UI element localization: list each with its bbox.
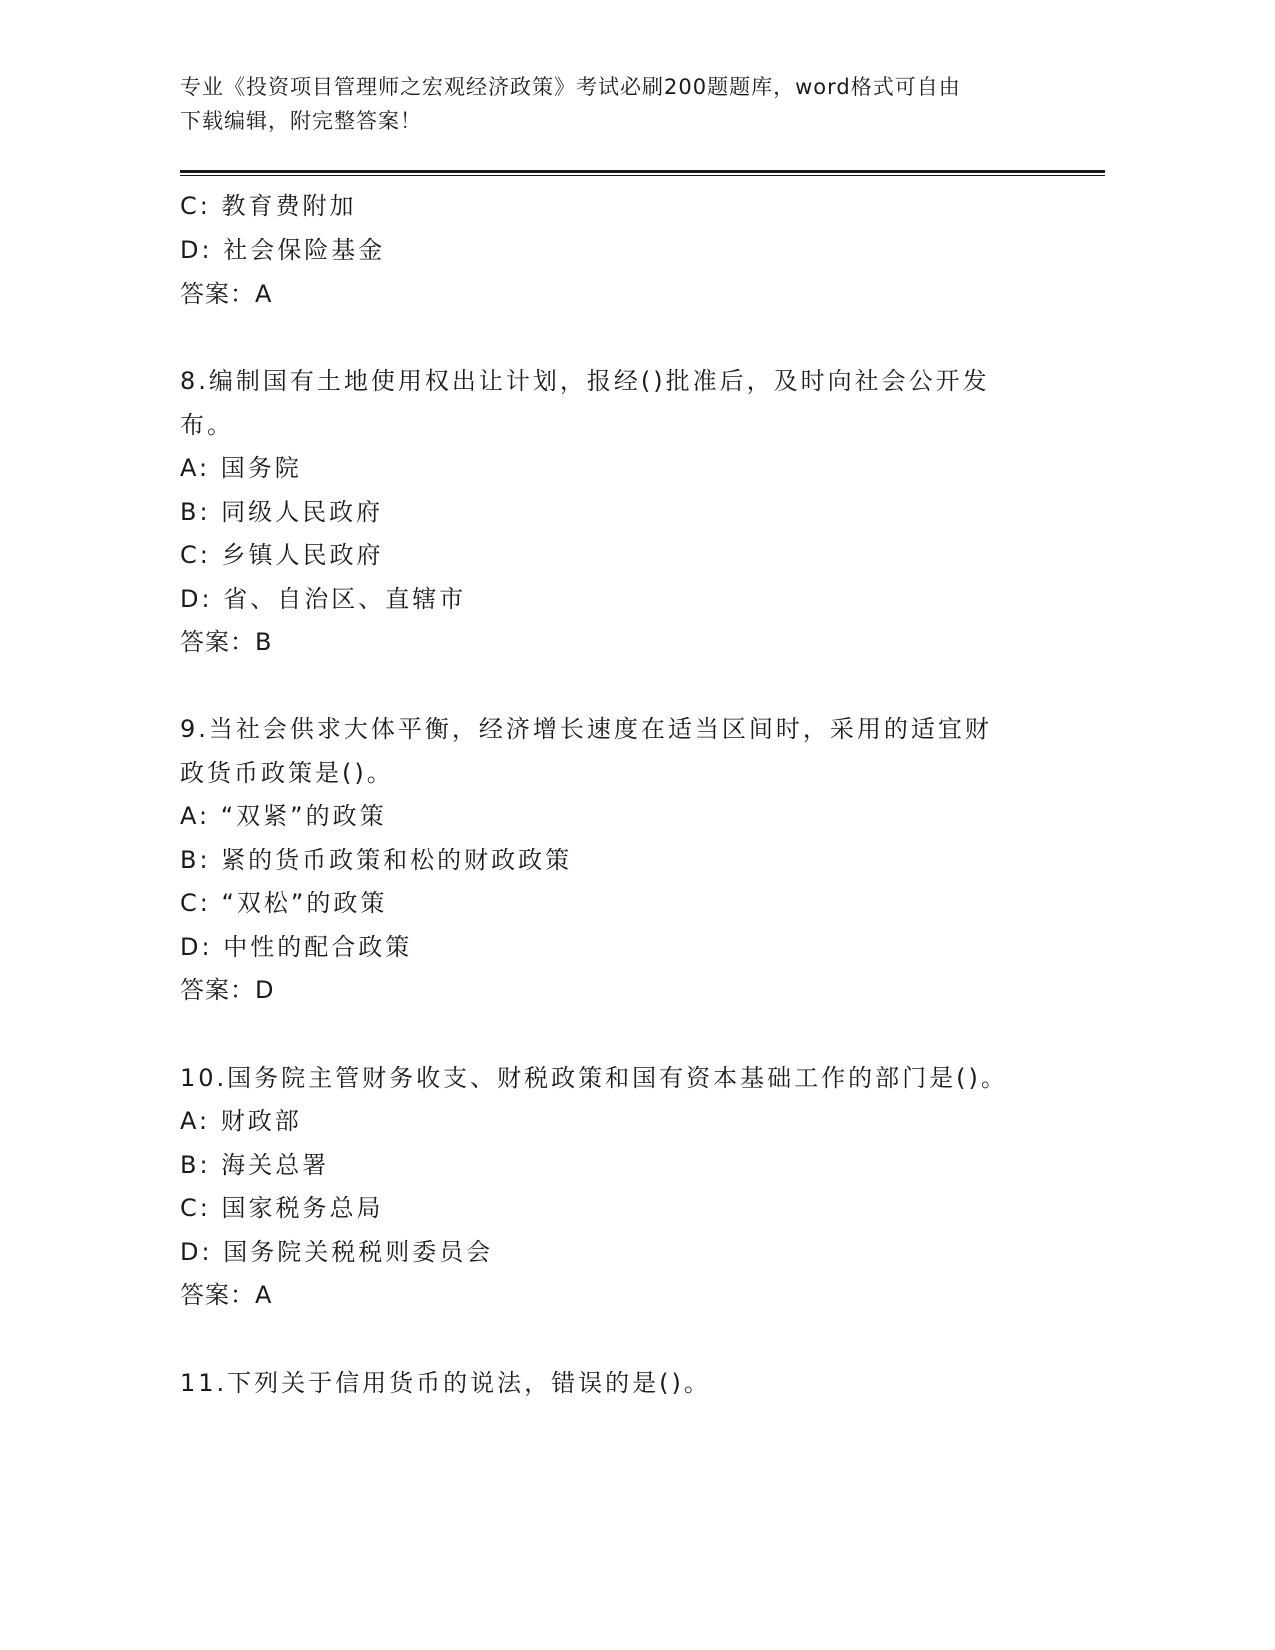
q10-option-c: C: 国家税务总局 bbox=[180, 1194, 384, 1222]
q9-option-c: C: “双松”的政策 bbox=[180, 889, 388, 917]
q9-stem-line-2: 政货币政策是()。 bbox=[180, 759, 394, 787]
q10-option-a: A: 财政部 bbox=[180, 1107, 302, 1135]
q8-option-c: C: 乡镇人民政府 bbox=[180, 541, 384, 569]
header-rule-thin bbox=[180, 175, 1105, 176]
q9-option-a: A: “双紧”的政策 bbox=[180, 802, 387, 830]
q8-answer: 答案：B bbox=[180, 628, 273, 656]
q8-option-b: B: 同级人民政府 bbox=[180, 498, 384, 526]
q9-option-d: D: 中性的配合政策 bbox=[180, 933, 413, 961]
q7-option-d: D: 社会保险基金 bbox=[180, 236, 386, 264]
header-line-1: 专业《投资项目管理师之宏观经济政策》考试必刷200题题库，word格式可自由 bbox=[180, 75, 961, 99]
q11-stem-line-1: 11.下列关于信用货币的说法，错误的是()。 bbox=[180, 1369, 711, 1397]
q7-answer: 答案：A bbox=[180, 280, 273, 308]
q8-stem-line-2: 布。 bbox=[180, 411, 234, 439]
q8-option-a: A: 国务院 bbox=[180, 454, 302, 482]
document-header bbox=[180, 70, 1060, 138]
q9-answer: 答案：D bbox=[180, 976, 275, 1004]
q7-option-c: C: 教育费附加 bbox=[180, 192, 357, 220]
q10-option-b: B: 海关总署 bbox=[180, 1151, 330, 1179]
header-line-2: 下载编辑，附完整答案！ bbox=[180, 109, 422, 133]
q8-stem-line-1: 8.编制国有土地使用权出让计划，报经()批准后，及时向社会公开发 bbox=[180, 367, 990, 395]
q10-option-d: D: 国务院关税税则委员会 bbox=[180, 1238, 494, 1266]
q9-stem-line-1: 9.当社会供求大体平衡，经济增长速度在适当区间时，采用的适宜财 bbox=[180, 715, 992, 743]
q10-stem-line-1: 10.国务院主管财务收支、财税政策和国有资本基础工作的部门是()。 bbox=[180, 1064, 1008, 1092]
q10-answer: 答案：A bbox=[180, 1281, 273, 1309]
q9-option-b: B: 紧的货币政策和松的财政政策 bbox=[180, 846, 573, 874]
header-rule-thick bbox=[180, 170, 1105, 173]
q8-option-d: D: 省、自治区、直辖市 bbox=[180, 585, 467, 613]
